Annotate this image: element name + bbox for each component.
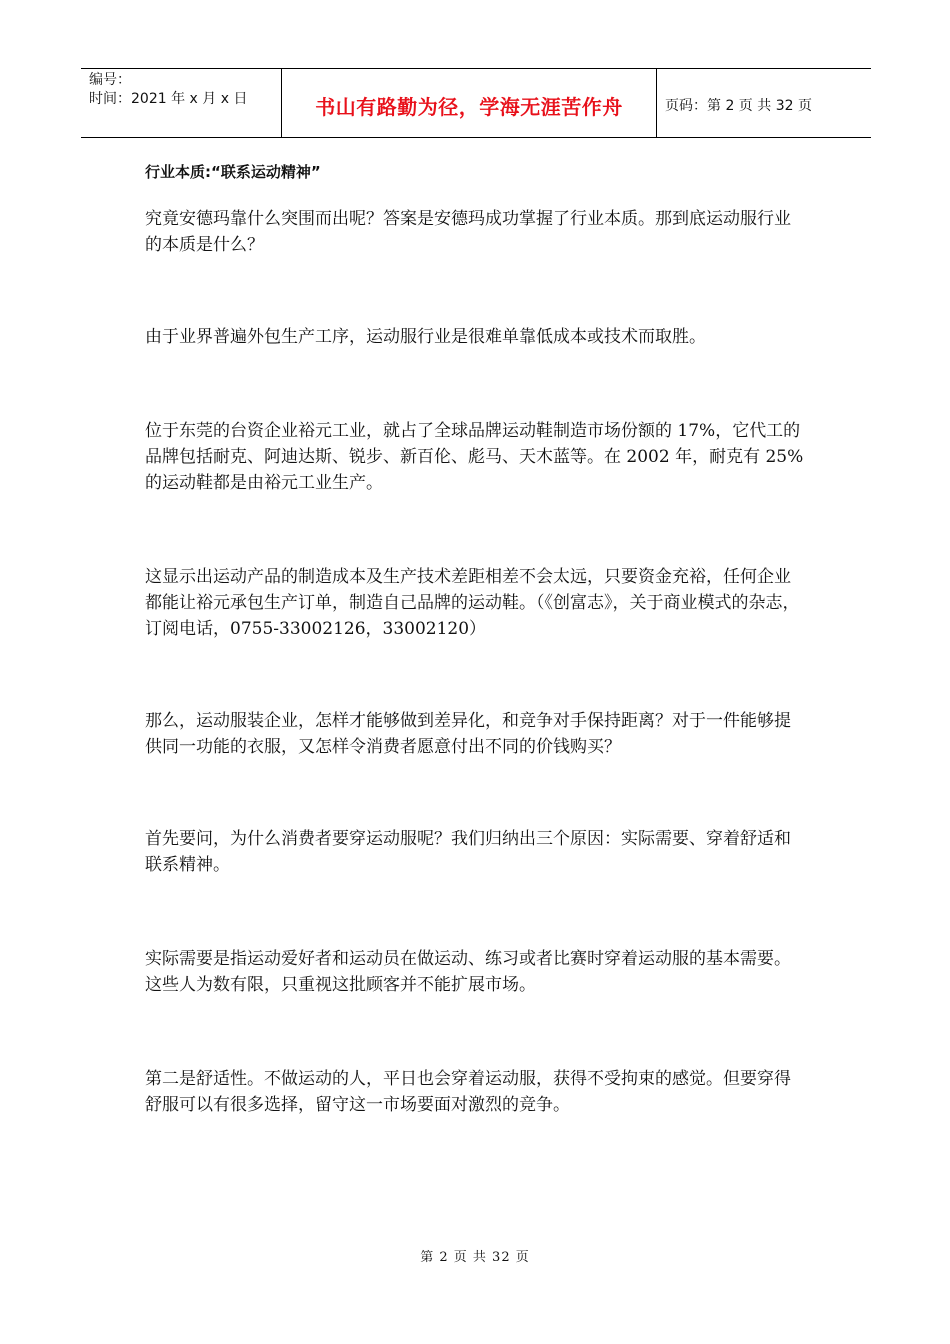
header-meta: [81, 69, 281, 137]
paragraph-7: 实际需要是指运动爱好者和运动员在做运动、练习或者比赛时穿着运动服的基本需要。这些人为数有限，只重视这批顾客并不能扩展市场。: [145, 949, 791, 995]
section-title: 行业本质:“联系运动精神”: [145, 163, 321, 181]
document-code-label: 编号：: [89, 72, 131, 88]
document-body: [145, 160, 805, 184]
paragraph-3: 位于东莞的台资企业裕元工业，就占了全球品牌运动鞋制造市场份额的 17%，它代工的品牌包括耐克、阿迪达斯、锐步、新百伦、彪马、天木蓝等。在 2002 年，耐克有 25%的运动鞋都是由裕元工业生产。: [145, 421, 804, 493]
paragraph-8: 第二是舒适性。不做运动的人，平日也会穿着运动服，获得不受拘束的感觉。但要穿得舒服可以有很多选择，留守这一市场要面对激烈的竞争。: [145, 1069, 791, 1115]
header-motto: 书山有路勤为径，学海无涯苦作舟: [281, 69, 657, 137]
paragraph-5: 那么，运动服装企业，怎样才能够做到差异化，和竞争对手保持距离？对于一件能够提供同一功能的衣服，又怎样令消费者愿意付出不同的价钱购买？: [145, 711, 791, 757]
paragraph-1: 究竟安德玛靠什么突围而出呢？答案是安德玛成功掌握了行业本质。那到底运动服行业的本质是什么？: [145, 209, 791, 255]
header-page-info: 页码：第 2 页 共 32 页: [665, 98, 812, 114]
document-date: 时间：2021 年 x 月 x 日: [89, 91, 248, 107]
paragraph-6: 首先要问，为什么消费者要穿运动服呢？我们归纳出三个原因：实际需要、穿着舒适和联系精神。: [145, 829, 791, 875]
paragraph-4: 这显示出运动产品的制造成本及生产技术差距相差不会太远，只要资金充裕，任何企业都能让裕元承包生产订单，制造自己品牌的运动鞋。（《创富志》，关于商业模式的杂志，订阅电话，0755-33002126，33002120）: [145, 567, 800, 639]
paragraph-2: 由于业界普遍外包生产工序，运动服行业是很难单靠低成本或技术而取胜。: [145, 327, 706, 347]
page-footer: 第 2 页 共 32 页: [420, 1250, 530, 1265]
page-header: [81, 68, 871, 138]
